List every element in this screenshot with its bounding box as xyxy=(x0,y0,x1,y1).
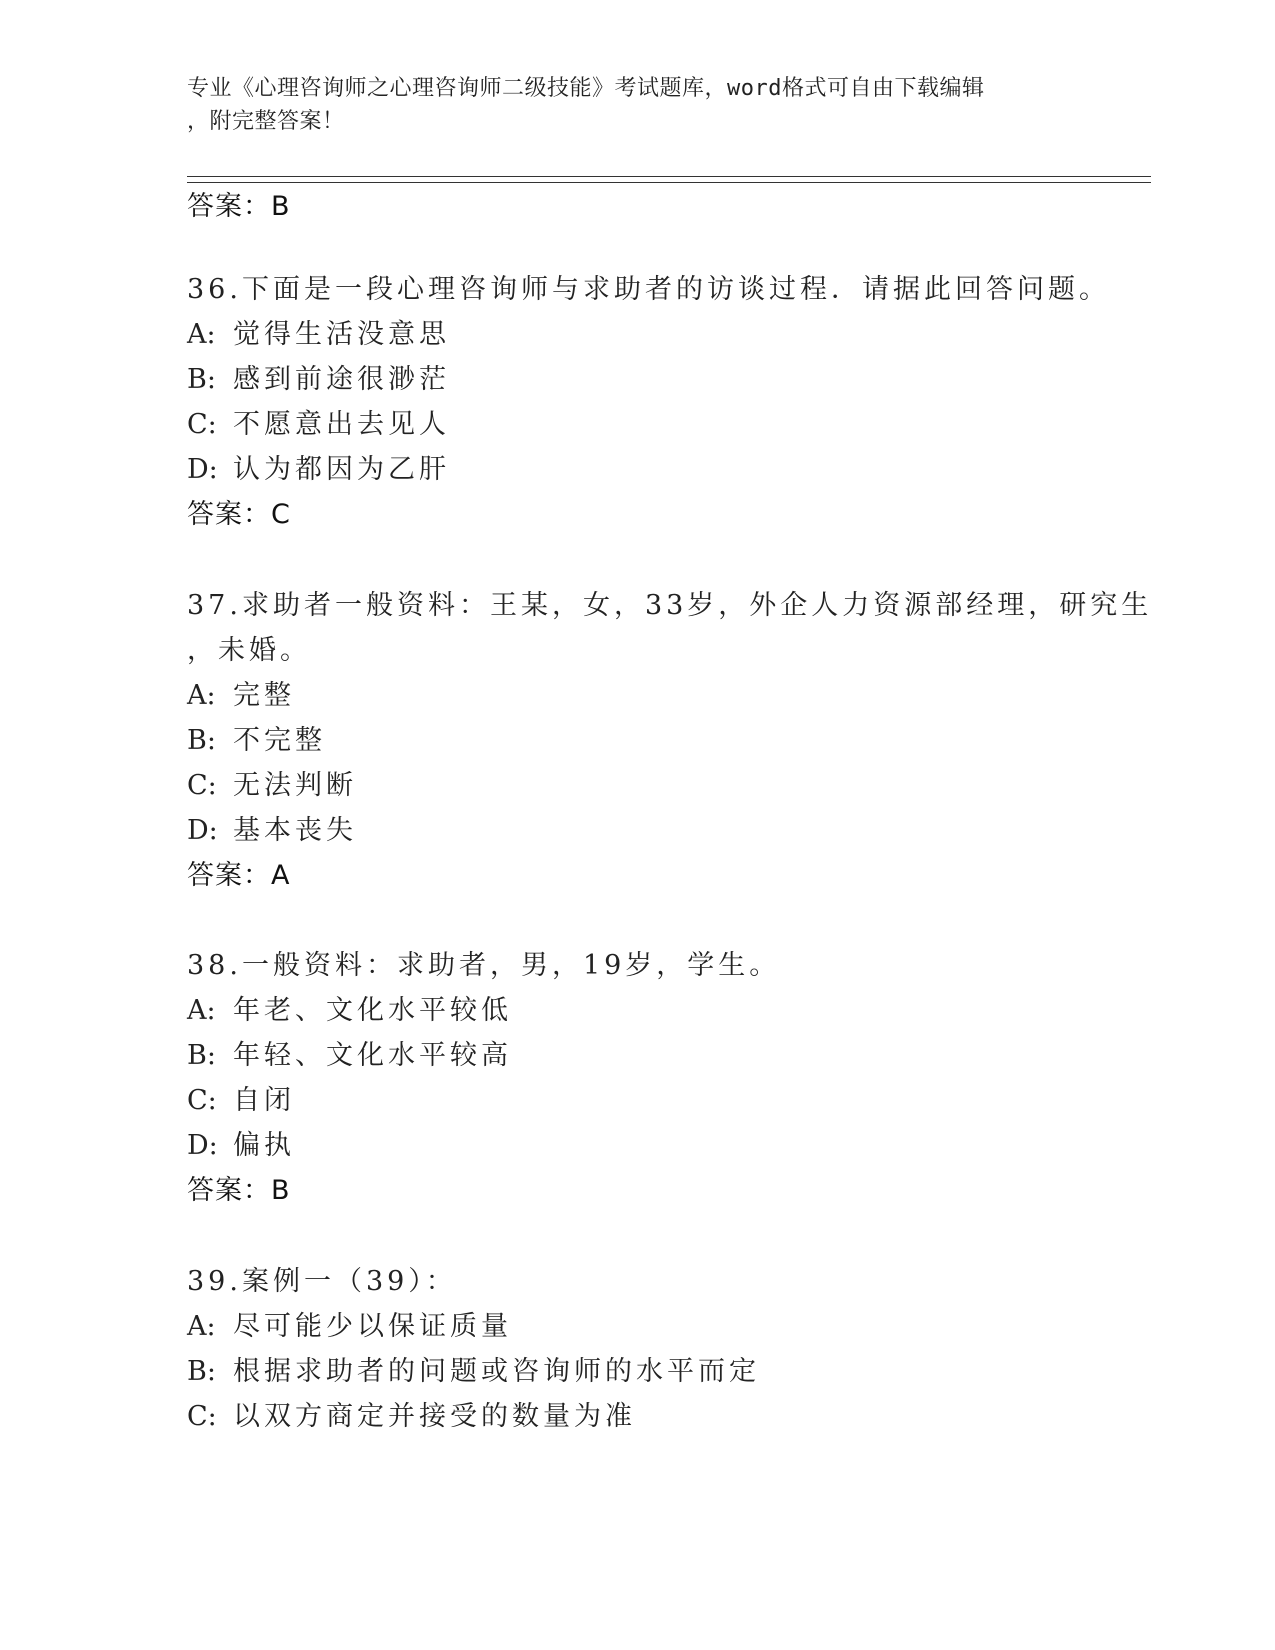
question-stem-continued: ，未婚。 xyxy=(187,635,311,666)
option-text: 根据求助者的问题或咨询师的水平而定 xyxy=(233,1356,760,1387)
option-text: 完整 xyxy=(233,680,295,711)
option-text: 偏执 xyxy=(233,1130,295,1161)
option-c xyxy=(187,1394,1137,1439)
question-39 xyxy=(187,1259,1137,1439)
answer-text: 答案：B xyxy=(187,1175,291,1206)
option-letter: A: xyxy=(187,319,216,350)
answer-text: 答案：A xyxy=(187,860,291,891)
question-36 xyxy=(187,267,1137,537)
option-letter: D: xyxy=(187,1130,218,1161)
option-a xyxy=(187,673,1137,718)
option-letter: A: xyxy=(187,995,216,1026)
option-text: 不完整 xyxy=(233,725,326,756)
option-letter: B: xyxy=(187,725,216,756)
option-a xyxy=(187,312,1137,357)
header-divider-bottom xyxy=(187,182,1151,183)
option-b xyxy=(187,1349,1137,1394)
option-text: 感到前途很渺茫 xyxy=(233,364,450,395)
option-letter: B: xyxy=(187,1356,216,1387)
question-37 xyxy=(187,583,1153,898)
option-text: 不愿意出去见人 xyxy=(233,409,450,440)
question-38 xyxy=(187,943,1137,1213)
question-stem: 39.案例一（39）： xyxy=(187,1266,457,1297)
option-letter: D: xyxy=(187,454,218,485)
question-stem: 37.求助者一般资料：王某，女，33岁，外企人力资源部经理，研究生 xyxy=(187,590,1153,621)
option-a xyxy=(187,1304,1137,1349)
option-text: 尽可能少以保证质量 xyxy=(233,1311,512,1342)
option-letter: A: xyxy=(187,1311,216,1342)
option-text: 无法判断 xyxy=(233,770,357,801)
option-d xyxy=(187,808,1137,853)
question-stem: 36.下面是一段心理咨询师与求助者的访谈过程．请据此回答问题。 xyxy=(187,274,1110,305)
option-letter: C: xyxy=(187,1085,217,1116)
option-d xyxy=(187,1123,1137,1168)
option-letter: C: xyxy=(187,409,217,440)
option-text: 自闭 xyxy=(233,1085,295,1116)
option-letter: A: xyxy=(187,680,216,711)
option-c xyxy=(187,763,1137,808)
header-divider-top xyxy=(187,176,1151,177)
option-c xyxy=(187,402,1137,447)
option-a xyxy=(187,988,1137,1033)
option-text: 年轻、文化水平较高 xyxy=(233,1040,512,1071)
option-b xyxy=(187,1033,1137,1078)
previous-answer-block xyxy=(187,184,1137,229)
option-text: 认为都因为乙肝 xyxy=(233,454,450,485)
header-title-line-2: ，附完整答案！ xyxy=(187,109,345,134)
option-text: 觉得生活没意思 xyxy=(233,319,450,350)
option-text: 以双方商定并接受的数量为准 xyxy=(233,1401,636,1432)
question-stem: 38.一般资料：求助者，男，19岁，学生。 xyxy=(187,950,781,981)
option-c xyxy=(187,1078,1137,1123)
option-letter: B: xyxy=(187,1040,216,1071)
option-b xyxy=(187,718,1137,763)
option-letter: D: xyxy=(187,815,218,846)
header-title-line-1: 专业《心理咨询师之心理咨询师二级技能》考试题库，word格式可自由下载编辑 xyxy=(187,76,985,101)
option-b xyxy=(187,357,1137,402)
option-letter: C: xyxy=(187,1401,217,1432)
option-text: 基本丧失 xyxy=(233,815,357,846)
option-letter: B: xyxy=(187,364,216,395)
option-letter: C: xyxy=(187,770,217,801)
option-text: 年老、文化水平较低 xyxy=(233,995,512,1026)
document-header xyxy=(187,72,1087,138)
answer-text: 答案：C xyxy=(187,499,291,530)
option-d xyxy=(187,447,1137,492)
answer-text: 答案：B xyxy=(187,191,291,222)
